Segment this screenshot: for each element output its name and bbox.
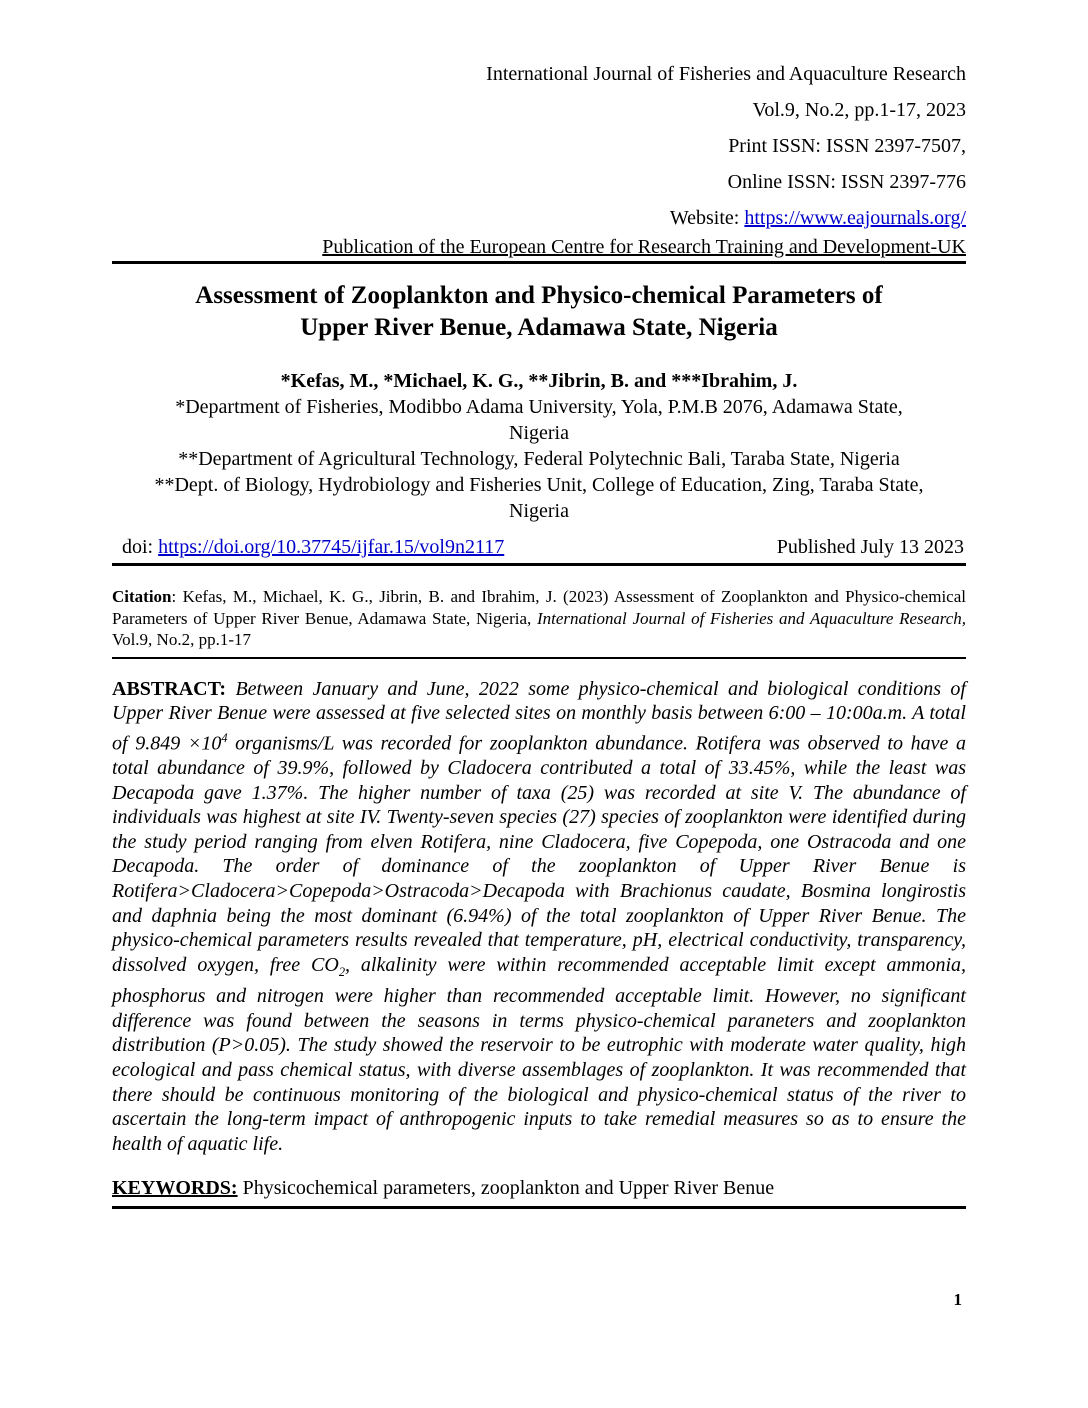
affiliation-line: Nigeria bbox=[509, 422, 569, 444]
doi-link[interactable]: https://doi.org/10.37745/ijfar.15/vol9n2117 bbox=[158, 536, 505, 558]
abstract-superscript: 4 bbox=[221, 730, 228, 745]
keywords-text: Physicochemical parameters, zooplankton and Upper River Benue bbox=[237, 1177, 775, 1200]
abstract-subscript: 2 bbox=[338, 964, 346, 979]
affiliation-line: **Department of Agricultural Technology, Federal Polytechnic Bali, Taraba State, Nigeria bbox=[178, 448, 900, 470]
abstract-label: ABSTRACT: bbox=[112, 677, 227, 700]
paper-title bbox=[112, 280, 966, 344]
citation-journal-italic: International Journal of Fisheries and Aquaculture Research, bbox=[536, 608, 966, 628]
paper-title-line2: Upper River Benue, Adamawa State, Nigeria bbox=[300, 314, 778, 341]
keywords-label: KEYWORDS: bbox=[112, 1177, 238, 1200]
online-issn: Online ISSN: ISSN 2397-776 bbox=[727, 171, 966, 193]
affiliation-line: Nigeria bbox=[509, 500, 569, 522]
print-issn: Print ISSN: ISSN 2397-7507, bbox=[728, 135, 966, 157]
affiliations bbox=[112, 394, 966, 524]
citation-pages: Vol.9, No.2, pp.1-17 bbox=[112, 630, 251, 649]
affiliation-line: *Department of Fisheries, Modibbo Adama University, Yola, P.M.B 2076, Adamawa State, bbox=[175, 396, 903, 418]
abstract-paragraph bbox=[112, 677, 966, 1157]
website-line bbox=[112, 200, 966, 236]
citation-text: : Kefas, M., Michael, K. G., Jibrin, B. and Ibrahim, J. (2023) Assessment of Zooplankton and Physico-chemical Parameters of Upper River Benue, Adamawa State, Nigeria, bbox=[112, 587, 966, 628]
journal-name: International Journal of Fisheries and Aquaculture Research bbox=[486, 63, 966, 85]
volume-info: Vol.9, No.2, pp.1-17, 2023 bbox=[752, 99, 966, 121]
authors-line: *Kefas, M., *Michael, K. G., **Jibrin, B. and ***Ibrahim, J. bbox=[280, 370, 798, 392]
publisher-line: Publication of the European Centre for Research Training and Development-UK bbox=[112, 236, 966, 264]
abstract-text: , alkalinity were within recommended acceptable limit except ammonia, phosphorus and nitrogen were higher than recommended acceptable limit. However, no significant difference was found between the seasons in terms physico-chemical paraneters and zooplankton distribution (P>0.05). The study showed the reservoir to be eutrophic with moderate water quality, high ecological and pass chemical status, with diverse assemblages of zooplankton. It was recommended that there should be continuous monitoring of the biological and physico-chemical status of the river to ascertain the long-term impact of anthropogenic inputs to take remedial measures so as to ensure the health of aquatic life. bbox=[112, 953, 966, 1155]
website-link[interactable]: https://www.eajournals.org/ bbox=[744, 207, 966, 229]
keywords-line bbox=[112, 1176, 966, 1209]
page-number: 1 bbox=[953, 1290, 962, 1309]
website-label: Website: bbox=[669, 207, 745, 229]
doi-label: doi: bbox=[122, 536, 159, 558]
citation-block bbox=[112, 586, 966, 659]
published-date: Published July 13 2023 bbox=[776, 536, 964, 558]
citation-label: Citation bbox=[112, 587, 172, 606]
doi-row bbox=[112, 536, 966, 566]
abstract-text: Between January and June, 2022 some physico-chemical and biological conditions of Upper River Benue were assessed at five selected sites on monthly basis between 6:00 – 10:00a.m. A total of 9.849 ×10 bbox=[112, 677, 966, 755]
journal-header bbox=[112, 56, 966, 236]
doi-left bbox=[122, 536, 504, 558]
abstract-text: organisms/L was recorded for zooplankton abundance. Rotifera was observed to have a total abundance of 39.9%, followed by Cladocera contributed a total of 33.45%, while the least was Decapoda gave 1.37%. The higher number of taxa (25) was recorded at site V. The abundance of individuals was highest at site IV. Twenty-seven species (27) species of zooplankton were identified during the study period ranging from elven Rotifera, nine Cladocera, five Copepoda, one Ostracoda and one Decapoda. The order of dominance of the zooplankton of Upper River Benue is Rotifera>Cladocera>Copepoda>Ostracoda>Decapoda with Brachionus caudate, Bosmina longirostis and daphnia being the most dominant (6.94%) of the total zooplankton of Upper River Benue. The physico-chemical parameters results revealed that temperature, pH, electrical conductivity, transparency, dissolved oxygen, free CO bbox=[112, 732, 966, 976]
paper-title-line1: Assessment of Zooplankton and Physico-chemical Parameters of bbox=[195, 282, 883, 309]
affiliation-line: **Dept. of Biology, Hydrobiology and Fisheries Unit, College of Education, Zing, Taraba State, bbox=[154, 474, 924, 496]
